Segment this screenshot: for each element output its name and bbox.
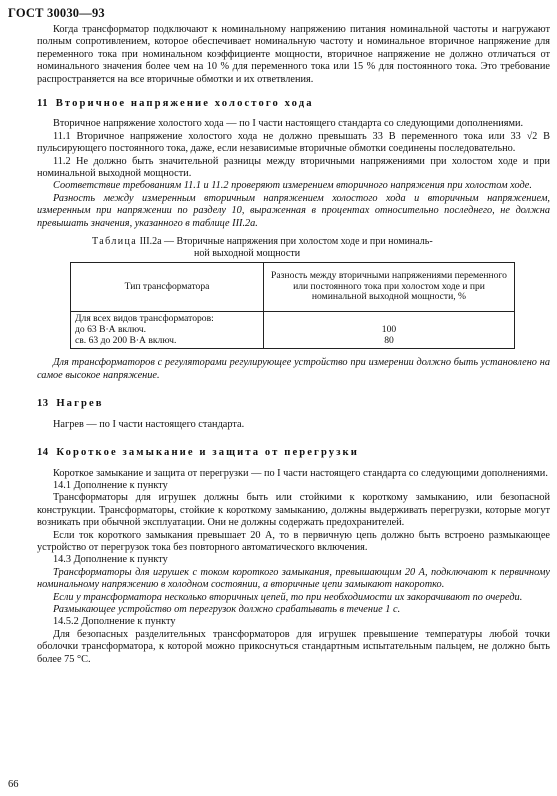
section-14-heading — [37, 447, 550, 459]
paragraph: 14.1 Дополнение к пункту — [53, 479, 168, 491]
document-body — [37, 24, 550, 666]
compliance-note: Разность между измеренным вторичным напряжением холостого хода и вторичным напряжением, измеренным при напряжении по разделу 10, выраженная в процентах относительно последнего, не должна превышать значения, указанного в таблице III.2а. — [37, 192, 550, 229]
section-title: Короткое замыкание и защита от перегрузки — [56, 447, 359, 459]
section-number: 13 — [37, 398, 49, 410]
document-header: ГОСТ 30030—93 — [8, 6, 105, 20]
paragraph: Нагрев — по I части настоящего стандарта. — [53, 418, 245, 430]
paragraph: Короткое замыкание и защита от перегрузки — по I части настоящего стандарта со следующими дополнениями. — [53, 467, 548, 479]
clause-text: В пульсирующего постоянного тока, даже, если независимые вторичные обмотки соединены последовательно. — [37, 130, 550, 155]
paragraph: 14.5.2 Дополнение к пункту — [53, 616, 176, 628]
caption-text: ной выходной мощности — [194, 247, 301, 259]
intro-paragraph: Когда трансформатор подключают к номинальному напряжению питания номинальной частоты и нагружают полным сопротивлением, которое обеспечивает номинальную частоту и номинальное вторичное напряжение для переменного тока при номинальном коэффициенте мощности, вторичное напряжение не должно отличаться от номинального значения более чем на 10 % для переменного тока или 15 % для постоянного тока. Это требование распространяется на все вторичные обмотки и их ответвления. — [37, 24, 550, 85]
section-11-heading — [37, 98, 550, 110]
clause-11-1 — [37, 131, 550, 156]
compliance-note: Соответствие требованиям 11.1 и 11.2 проверяют измерением вторичного напряжения при холостом ходе. — [53, 180, 532, 192]
caption-label: Таблица — [92, 236, 138, 248]
clause-text: 11.1 Вторичное напряжение холостого хода не должно превышать 33 В переменного тока или 33 — [53, 130, 527, 142]
section-number: 14 — [37, 447, 49, 459]
voltage-table — [70, 262, 515, 349]
section-title: Нагрев — [56, 398, 104, 410]
section-13-heading — [37, 398, 550, 410]
table-header-row — [71, 263, 515, 312]
paragraph: Для безопасных разделительных трансформаторов для игрушек превышение температуры любой точки оболочки трансформатора, к которой можно прикоснуться стандартным испытательным пальцем, не должно быть более 75 °С. — [37, 628, 550, 665]
column-header: Разность между вторичными напряжениями переменного или постоянного тока при холостом ходе и при номинальной выходной мощности, % — [264, 263, 515, 312]
cell-line: св. 63 до 200 В·А включ. — [75, 334, 177, 346]
paragraph: Размыкающее устройство от перегрузок должно срабатывать в течение 1 с. — [53, 603, 401, 615]
cell-line: до 63 В·А включ. — [75, 323, 146, 335]
paragraph: Если ток короткого замыкания превышает 20 А, то в первичную цепь должно быть встроено размыкающее устройство от перегрузок тока без повторного автоматического включения. — [37, 529, 550, 553]
section-title: Вторичное напряжение холостого хода — [55, 98, 314, 110]
clause-11-2: 11.2 Не должно быть значительной разницы между вторичными напряжениями при холостом ходе и при номинальной выходной мощности. — [37, 155, 550, 180]
table-cell — [71, 312, 264, 349]
column-header: Тип трансформатора — [71, 263, 264, 312]
paragraph: Если у трансформатора несколько вторичных цепей, то при необходимости их закорачивают по очереди. — [53, 591, 523, 603]
table-row — [71, 312, 515, 349]
table-caption — [37, 236, 550, 259]
cell-value: 100 — [381, 323, 397, 335]
paragraph: 14.3 Дополнение к пункту — [53, 554, 168, 566]
cell-line: Для всех видов трансформаторов: — [75, 313, 214, 325]
paragraph: Вторичное напряжение холостого хода — по I части настоящего стандарта со следующими дополнениями. — [53, 118, 524, 130]
sqrt-symbol: √2 — [526, 130, 538, 142]
cell-value: 80 — [384, 334, 394, 346]
page-number: 66 — [8, 779, 19, 790]
table-cell — [264, 312, 515, 349]
paragraph: Для трансформаторов с регуляторами регулирующее устройство при измерении должно быть установлено на самое высокое напряжение. — [37, 357, 550, 381]
caption-text: III.2а — Вторичные напряжения при холостом ходе и при номиналь- — [137, 236, 433, 248]
section-number: 11 — [37, 98, 49, 110]
paragraph: Трансформаторы для игрушек с током короткого замыкания, превышающим 20 А, подключают к первичному номинальному напряжению в холодном состоянии, а вторичные цепи замыкают накоротко. — [37, 566, 550, 591]
paragraph: Трансформаторы для игрушек должны быть или стойкими к короткому замыканию, или безопасной конструкции. Трансформаторы, стойкие к короткому замыканию, должны выдерживать перегрузки, которые могут возникать при обычной эксплуатации. Они не должны содержать предохранителей. — [37, 492, 550, 529]
